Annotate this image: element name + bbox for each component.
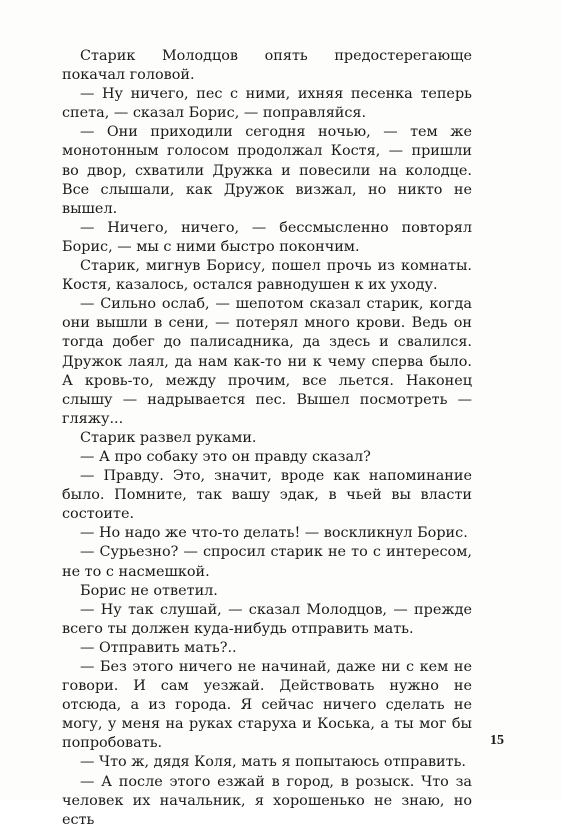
paragraph: Борис не ответил. xyxy=(80,582,218,599)
paragraph: — Ничего, ничего, — бессмысленно повторял Борис, — мы с ними быстро покончим. xyxy=(62,219,472,255)
paragraph: — А про собаку это он правду сказал? xyxy=(80,448,371,465)
paragraph: — Они приходили сегодня ночью, — тем же монотонным голосом продолжал Костя, — пришли во двор, схватили Дружка и повесили на колодце. Все слышали, как Дружок визжал, но никто не вышел. xyxy=(62,124,472,217)
paragraph: — Что ж, дядя Коля, мать я попытаюсь отправить. xyxy=(80,754,467,771)
paragraph: — Без этого ничего не начинай, даже ни с кем не говори. И сам уезжай. Действовать нужно не отсюда, а из города. Я сейчас ничего сделать не могу, у меня на руках старуха и Коська, а ты мог бы попробовать. xyxy=(62,659,472,752)
paragraph: — Но надо же что-то делать! — воскликнул Борис. xyxy=(80,525,468,542)
paragraph: — Отправить мать?.. xyxy=(80,639,237,656)
paragraph: Старик Молодцов опять предостерегающе покачал головой. xyxy=(62,48,472,84)
paragraph: — Правду. Это, значит, вроде как напоминание было. Помните, так вашу эдак, в чьей вы власти состоите. xyxy=(62,468,472,523)
paragraph: — Сурьезно? — спросил старик не то с интересом, не то с насмешкой. xyxy=(62,544,472,580)
paragraph: Старик, мигнув Борису, пошел прочь из комнаты. Костя, казалось, остался равнодушен к их уходу. xyxy=(62,258,472,294)
body-text xyxy=(62,47,472,830)
paragraph: — Ну ничего, пес с ними, ихняя песенка теперь спета, — сказал Борис, — поправляйся. xyxy=(62,86,472,122)
paragraph: Старик развел руками. xyxy=(80,429,257,446)
paragraph: — Сильно ослаб, — шепотом сказал старик, когда они вышли в сени, — потерял много крови. Ведь он тогда добег до палисадника, да здесь и свалился. Дружок лаял, да нам как-то ни к чему сперва было. А кровь-то, между прочим, все льется. Наконец слышу — надрывается пес. Вышел посмотреть — гляжу... xyxy=(62,296,472,427)
paragraph: — Ну так слушай, — сказал Молодцов, — прежде всего ты должен куда-нибудь отправить мать. xyxy=(62,601,472,637)
page-number: 15 xyxy=(490,733,504,748)
paragraph: — А после этого езжай в город, в розыск. Что за человек их начальник, я хорошенько не знаю, но есть xyxy=(62,773,472,828)
